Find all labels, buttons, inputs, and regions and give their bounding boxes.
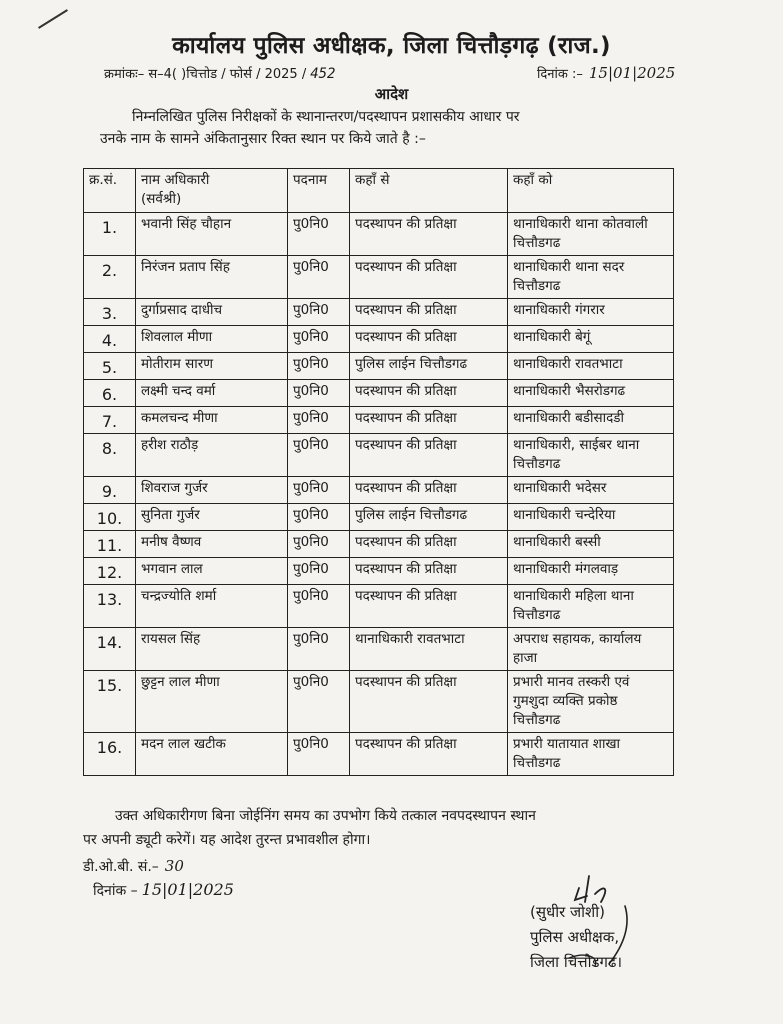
cell-sno: 9. <box>84 477 136 504</box>
cell-from: पदस्थापन की प्रतिक्षा <box>350 256 508 299</box>
cell-sno: 16. <box>84 733 136 776</box>
cell-sno: 15. <box>84 671 136 733</box>
cell-from: पदस्थापन की प्रतिक्षा <box>350 213 508 256</box>
cell-designation: पु0नि0 <box>288 213 350 256</box>
transfer-table <box>83 168 674 776</box>
table-row <box>84 558 674 585</box>
cell-name: छुट्टन लाल मीणा <box>136 671 288 733</box>
cell-to: थानाधिकारी, साईबर थाना चित्तौडगढ <box>508 434 674 477</box>
cell-from: पदस्थापन की प्रतिक्षा <box>350 477 508 504</box>
cell-to: थानाधिकारी थाना सदर चित्तौडगढ <box>508 256 674 299</box>
cell-sno: 11. <box>84 531 136 558</box>
cell-to: थानाधिकारी भैसरोडगढ <box>508 380 674 407</box>
cell-to: थानाधिकारी मंगलवाड़ <box>508 558 674 585</box>
cell-sno: 5. <box>84 353 136 380</box>
header-to: कहाँ को <box>508 169 674 213</box>
office-title: कार्यालय पुलिस अधीक्षक, जिला चित्तौड़गढ़ (राज.) <box>172 33 611 59</box>
table-header-row <box>84 169 674 213</box>
table-row <box>84 407 674 434</box>
order-date <box>537 64 675 82</box>
dob-handwritten: 30 <box>164 857 184 875</box>
cell-name: कमलचन्द मीणा <box>136 407 288 434</box>
cell-sno: 7. <box>84 407 136 434</box>
header-from: कहाँ से <box>350 169 508 213</box>
cell-name: हरीश राठौड़ <box>136 434 288 477</box>
cell-name: निरंजन प्रताप सिंह <box>136 256 288 299</box>
table-row <box>84 504 674 531</box>
cell-name: लक्ष्मी चन्द वर्मा <box>136 380 288 407</box>
order-number-handwritten: 452 <box>310 66 336 82</box>
signatory-designation: पुलिस अधीक्षक, <box>530 928 620 946</box>
cell-designation: पु0नि0 <box>288 477 350 504</box>
dob-label: डी.ओ.बी. सं.– <box>83 859 159 875</box>
cell-to: थानाधिकारी गंगरार <box>508 299 674 326</box>
cell-from: पदस्थापन की प्रतिक्षा <box>350 407 508 434</box>
cell-to: प्रभारी यातायात शाखा चित्तौडगढ <box>508 733 674 776</box>
header-designation: पदनाम <box>288 169 350 213</box>
cell-from: पुलिस लाईन चित्तौडगढ <box>350 504 508 531</box>
table-row <box>84 671 674 733</box>
dob-date-handwritten: 15|01|2025 <box>141 880 234 899</box>
order-heading: आदेश <box>374 85 409 103</box>
header-name-sub: (सर्वश्री) <box>141 191 182 207</box>
cell-from: पदस्थापन की प्रतिक्षा <box>350 434 508 477</box>
cell-to: थानाधिकारी बस्सी <box>508 531 674 558</box>
order-number-label: क्रमांकः– स–4( )चित्तोड / फोर्स / 2025 / <box>104 67 307 82</box>
cell-designation: पु0नि0 <box>288 380 350 407</box>
cell-designation: पु0नि0 <box>288 558 350 585</box>
dob-number <box>83 857 184 876</box>
cell-to: थानाधिकारी चन्देरिया <box>508 504 674 531</box>
cell-sno: 3. <box>84 299 136 326</box>
cell-sno: 14. <box>84 628 136 671</box>
closing-paragraph <box>83 804 673 852</box>
table-row <box>84 326 674 353</box>
cell-from: पदस्थापन की प्रतिक्षा <box>350 299 508 326</box>
intro-paragraph <box>100 106 690 150</box>
cell-name: भगवान लाल <box>136 558 288 585</box>
cell-sno: 2. <box>84 256 136 299</box>
intro-line-2: उनके नाम के सामने अंकितानुसार रिक्त स्थान पर किये जाते है :– <box>100 131 426 147</box>
cell-name: दुर्गाप्रसाद दाधीच <box>136 299 288 326</box>
order-date-label: दिनांक :– <box>537 67 583 82</box>
dob-date-label: दिनांक – <box>93 883 138 899</box>
cell-from: पदस्थापन की प्रतिक्षा <box>350 733 508 776</box>
cell-sno: 10. <box>84 504 136 531</box>
cell-to: थानाधिकारी महिला थाना चित्तौडगढ <box>508 585 674 628</box>
cell-name: भवानी सिंह चौहान <box>136 213 288 256</box>
cell-from: पदस्थापन की प्रतिक्षा <box>350 671 508 733</box>
cell-to: प्रभारी मानव तस्करी एवं गुमशुदा व्यक्ति प्रकोष्ठ चित्तौडगढ <box>508 671 674 733</box>
cell-designation: पु0नि0 <box>288 504 350 531</box>
table-row <box>84 353 674 380</box>
cell-name: रायसल सिंह <box>136 628 288 671</box>
cell-to: थानाधिकारी बेगूं <box>508 326 674 353</box>
table-row <box>84 585 674 628</box>
cell-to: थानाधिकारी रावतभाटा <box>508 353 674 380</box>
cell-name: शिवलाल मीणा <box>136 326 288 353</box>
dob-date <box>93 880 234 900</box>
cell-designation: पु0नि0 <box>288 628 350 671</box>
cell-sno: 1. <box>84 213 136 256</box>
cell-sno: 6. <box>84 380 136 407</box>
cell-sno: 4. <box>84 326 136 353</box>
closing-line-2: पर अपनी ड्यूटी करेगें। यह आदेश तुरन्त प्रभावशील होगा। <box>83 832 371 848</box>
order-date-handwritten: 15|01|2025 <box>588 64 676 82</box>
header-name-label: नाम अधिकारी <box>141 172 210 188</box>
cell-from: पदस्थापन की प्रतिक्षा <box>350 326 508 353</box>
cell-designation: पु0नि0 <box>288 326 350 353</box>
cell-name: चन्द्रज्योति शर्मा <box>136 585 288 628</box>
cell-from: पुलिस लाईन चित्तौडगढ <box>350 353 508 380</box>
cell-designation: पु0नि0 <box>288 585 350 628</box>
signatory-block <box>530 900 622 975</box>
cell-name: मोतीराम सारण <box>136 353 288 380</box>
table-row <box>84 733 674 776</box>
cell-to: अपराध सहायक, कार्यालय हाजा <box>508 628 674 671</box>
cell-to: थानाधिकारी बडीसादडी <box>508 407 674 434</box>
cell-designation: पु0नि0 <box>288 671 350 733</box>
cell-name: सुनिता गुर्जर <box>136 504 288 531</box>
cell-designation: पु0नि0 <box>288 353 350 380</box>
table-row <box>84 256 674 299</box>
cell-name: मनीष वैष्णव <box>136 531 288 558</box>
table-row <box>84 299 674 326</box>
table-row <box>84 213 674 256</box>
cell-sno: 8. <box>84 434 136 477</box>
pen-stroke-mark <box>38 9 68 29</box>
header-sno: क्र.सं. <box>84 169 136 213</box>
table-row <box>84 531 674 558</box>
cell-designation: पु0नि0 <box>288 407 350 434</box>
cell-from: थानाधिकारी रावतभाटा <box>350 628 508 671</box>
cell-to: थानाधिकारी भदेसर <box>508 477 674 504</box>
cell-designation: पु0नि0 <box>288 256 350 299</box>
cell-from: पदस्थापन की प्रतिक्षा <box>350 531 508 558</box>
cell-from: पदस्थापन की प्रतिक्षा <box>350 585 508 628</box>
header-name <box>136 169 288 213</box>
cell-sno: 13. <box>84 585 136 628</box>
table-row <box>84 380 674 407</box>
table-row <box>84 477 674 504</box>
intro-line-1: निम्नलिखित पुलिस निरीक्षकों के स्थानान्तरण/पदस्थापन प्रशासकीय आधार पर <box>132 109 520 125</box>
signatory-district: जिला चित्तौडगढ। <box>530 953 623 971</box>
cell-name: शिवराज गुर्जर <box>136 477 288 504</box>
cell-from: पदस्थापन की प्रतिक्षा <box>350 558 508 585</box>
cell-designation: पु0नि0 <box>288 531 350 558</box>
cell-name: मदन लाल खटीक <box>136 733 288 776</box>
order-number <box>104 64 336 82</box>
signatory-name: (सुधीर जोशी) <box>530 903 605 921</box>
closing-line-1: उक्त अधिकारीगण बिना जोईनिंग समय का उपभोग किये तत्काल नवपदस्थापन स्थान <box>115 808 536 824</box>
table-row <box>84 434 674 477</box>
cell-designation: पु0नि0 <box>288 434 350 477</box>
table-row <box>84 628 674 671</box>
cell-designation: पु0नि0 <box>288 733 350 776</box>
cell-from: पदस्थापन की प्रतिक्षा <box>350 380 508 407</box>
cell-to: थानाधिकारी थाना कोतवाली चित्तौडगढ <box>508 213 674 256</box>
cell-designation: पु0नि0 <box>288 299 350 326</box>
cell-sno: 12. <box>84 558 136 585</box>
